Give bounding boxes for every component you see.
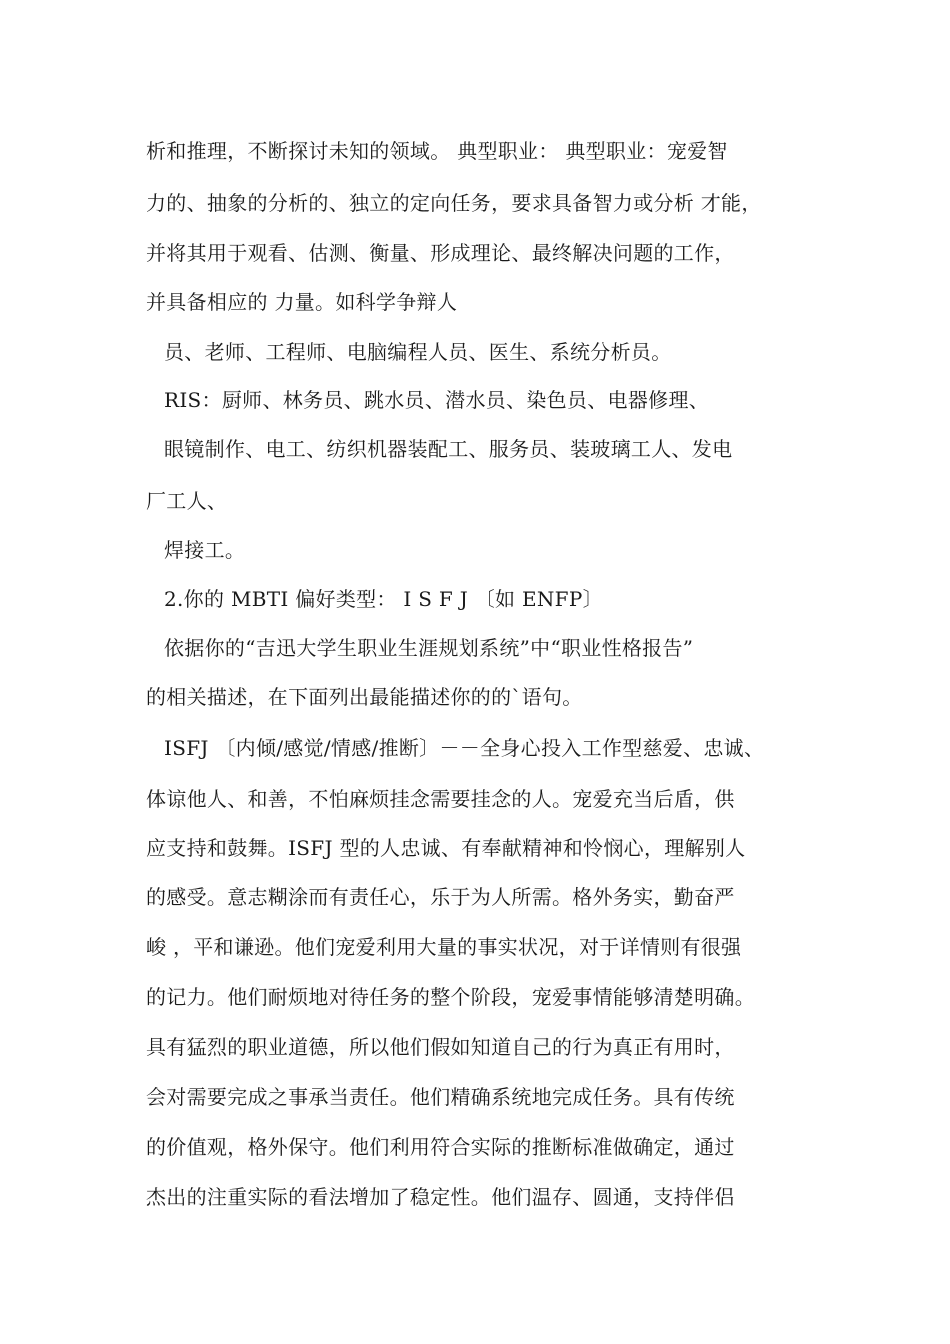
text-line: RIS：厨师、林务员、跳水员、潜水员、染色员、电器修理、 xyxy=(164,388,710,412)
text-line: 的价值观，格外保守。他们利用符合实际的推断标准做确定，通过 xyxy=(146,1135,735,1159)
text-line: 眼镜制作、电工、纺织机器装配工、服务员、装玻璃工人、发电 xyxy=(164,437,733,461)
text-line: 杰出的注重实际的看法增加了稳定性。他们温存、圆通，支持伴侣 xyxy=(146,1185,735,1209)
text-line: 的相关描述，在下面列出最能描述你的的`语句。 xyxy=(146,685,583,709)
text-line: 并将其用于观看、估测、衡量、形成理论、最终解决问题的工作， xyxy=(146,241,735,265)
text-line: 依据你的“吉迅大学生职业生涯规划系统”中“职业性格报告” xyxy=(164,636,694,660)
text-line: 焊接工。 xyxy=(164,538,246,562)
text-line: 2.你的 MBTI 偏好类型： I S F J 〔如 ENFP〕 xyxy=(164,587,603,611)
text-line: 析和推理，不断探讨未知的领域。 典型职业： 典型职业：宠爱智 xyxy=(146,139,728,163)
text-line: 厂工人、 xyxy=(146,489,228,513)
text-line: 峻 ，平和谦逊。他们宠爱利用大量的事实状况，对于详情则有很强 xyxy=(146,935,742,959)
text-line: 力的、抽象的分析的、独立的定向任务，要求具备智力或分析 才能， xyxy=(146,191,762,215)
text-line: 应支持和鼓舞。ISFJ 型的人忠诚、有奉献精神和怜悯心，理解别人 xyxy=(146,836,746,860)
text-line: 并具备相应的 力量。如科学争辩人 xyxy=(146,290,458,314)
text-line: 会对需要完成之事承当责任。他们精确系统地完成任务。具有传统 xyxy=(146,1085,735,1109)
text-line: 员、老师、工程师、电脑编程人员、医生、系统分析员。 xyxy=(164,340,672,364)
text-line: 的感受。意志糊涂而有责任心，乐于为人所需。格外务实，勤奋严 xyxy=(146,885,735,909)
text-line: 体谅他人、和善，不怕麻烦挂念需要挂念的人。宠爱充当后盾，供 xyxy=(146,787,735,811)
text-line: ISFJ 〔内倾/感觉/情感/推断〕－－全身心投入工作型慈爱、忠诚、 xyxy=(164,736,765,760)
text-line: 具有猛烈的职业道德，所以他们假如知道自己的行为真正有用时， xyxy=(146,1035,735,1059)
text-line: 的记力。他们耐烦地对待任务的整个阶段，宠爱事情能够清楚明确。 xyxy=(146,985,755,1009)
